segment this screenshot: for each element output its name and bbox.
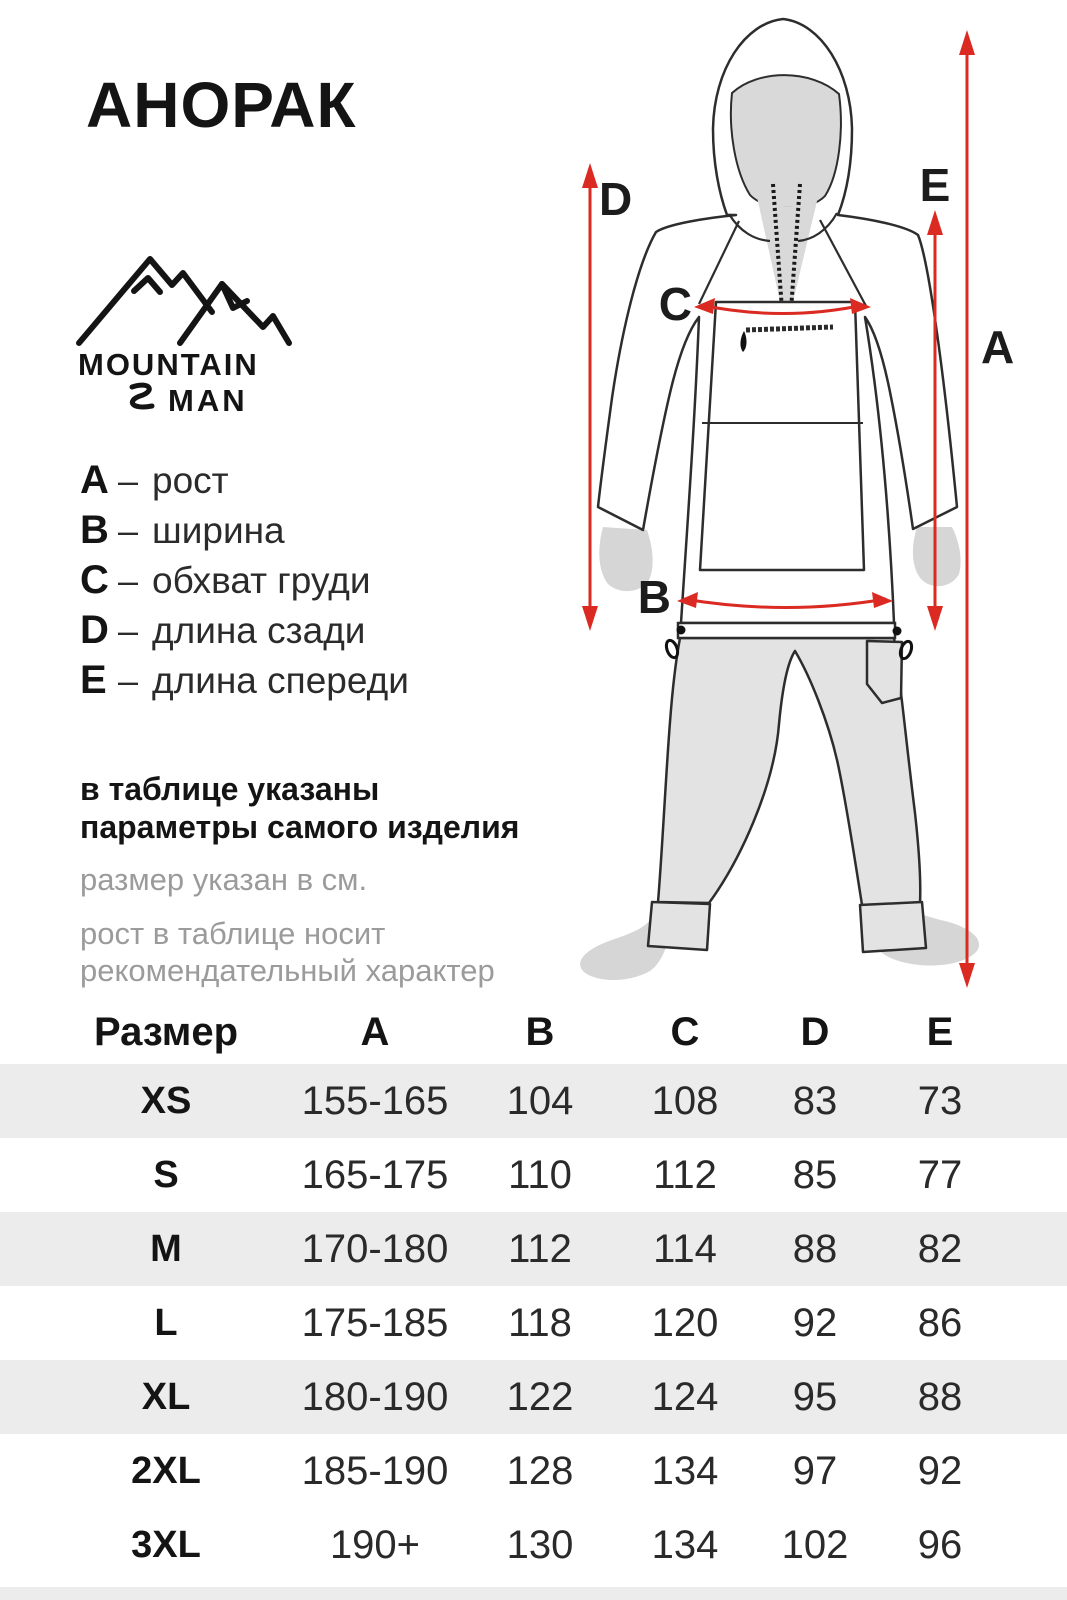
value-e: 73 — [917, 1078, 963, 1123]
table-header-row — [0, 1000, 1067, 1064]
legend-term: ширина — [152, 510, 285, 551]
value-c: 124 — [651, 1374, 719, 1419]
value-b: 130 — [506, 1522, 574, 1567]
logo-word-man: MAN — [168, 383, 248, 416]
size-label: XS — [140, 1079, 192, 1122]
value-d: 102 — [781, 1522, 849, 1567]
size-label: 2XL — [131, 1449, 201, 1492]
value-d: 88 — [792, 1226, 838, 1271]
diagram-label-e: E — [919, 159, 951, 211]
column-header-d: D — [800, 1009, 830, 1054]
value-a: 185-190 — [301, 1448, 449, 1493]
value-e: 82 — [917, 1226, 963, 1271]
value-c: 134 — [651, 1448, 719, 1493]
diagram-label-a: A — [981, 321, 1015, 373]
table-row — [0, 1064, 1067, 1138]
diagram-label-d: D — [599, 173, 633, 225]
value-a: 170-180 — [301, 1226, 449, 1271]
legend-dash: – — [118, 560, 139, 601]
table-row — [0, 1508, 1067, 1582]
size-table — [0, 1000, 1067, 1582]
table-row — [0, 1138, 1067, 1212]
size-label: M — [150, 1227, 182, 1270]
note-units: размер указан в см. — [80, 861, 368, 897]
hem-band — [678, 623, 895, 638]
column-header-size: Размер — [93, 1009, 239, 1054]
page-title: АНОРАК — [86, 69, 357, 141]
value-a: 190+ — [329, 1522, 421, 1567]
value-a: 180-190 — [301, 1374, 449, 1419]
value-e: 96 — [917, 1522, 963, 1567]
legend-letter: B — [80, 508, 109, 552]
size-label: S — [153, 1153, 179, 1196]
size-label: 3XL — [131, 1523, 201, 1566]
legend-dash: – — [118, 460, 139, 501]
legend-letter: D — [80, 608, 109, 652]
table-row — [0, 1360, 1067, 1434]
diagram-label-b: B — [637, 571, 671, 623]
legend-term: длина сзади — [152, 610, 366, 651]
value-d: 83 — [792, 1078, 838, 1123]
value-d: 95 — [792, 1374, 838, 1419]
value-c: 120 — [651, 1300, 719, 1345]
value-d: 92 — [792, 1300, 838, 1345]
value-e: 88 — [917, 1374, 963, 1419]
note-parameters: в таблице указаны параметры самого изделия — [80, 771, 520, 846]
value-d: 85 — [792, 1152, 838, 1197]
hood-face — [731, 75, 841, 208]
column-header-e: E — [926, 1009, 954, 1054]
legend-term: обхват груди — [152, 560, 371, 601]
legend-dash: – — [118, 510, 139, 551]
table-row — [0, 1286, 1067, 1360]
value-a: 175-185 — [301, 1300, 449, 1345]
value-a: 155-165 — [301, 1078, 449, 1123]
size-label: XL — [141, 1375, 191, 1418]
next-row-stripe — [0, 1587, 1067, 1600]
value-b: 110 — [508, 1152, 572, 1197]
value-b: 122 — [506, 1374, 574, 1419]
value-c: 108 — [651, 1078, 719, 1123]
pocket-zipper — [746, 327, 833, 330]
value-b: 128 — [506, 1448, 574, 1493]
legend-letter: E — [80, 658, 107, 702]
table-row — [0, 1212, 1067, 1286]
logo-word-mountain: MOUNTAIN — [78, 347, 259, 382]
note-disclaimer: рост в таблице носит рекомендательный характер — [80, 915, 495, 988]
value-c: 112 — [653, 1152, 717, 1197]
size-label: L — [154, 1301, 178, 1344]
diagram-label-c: C — [658, 278, 692, 330]
legend-term: длина спереди — [152, 660, 409, 701]
figure-pants — [648, 638, 926, 952]
legend-letter: C — [80, 558, 109, 602]
column-header-a: A — [360, 1009, 390, 1054]
legend-letter: A — [80, 458, 109, 502]
column-header-c: C — [670, 1009, 700, 1054]
value-e: 77 — [917, 1152, 963, 1197]
table-row — [0, 1434, 1067, 1508]
value-c: 114 — [653, 1226, 717, 1271]
kangaroo-pocket — [700, 302, 864, 570]
value-d: 97 — [792, 1448, 838, 1493]
value-e: 92 — [917, 1448, 963, 1493]
value-b: 112 — [508, 1226, 572, 1271]
value-b: 118 — [508, 1300, 572, 1345]
legend-term: рост — [152, 460, 229, 501]
value-c: 134 — [651, 1522, 719, 1567]
legend-dash: – — [118, 660, 139, 701]
value-a: 165-175 — [301, 1152, 449, 1197]
legend-dash: – — [118, 610, 139, 651]
value-e: 86 — [917, 1300, 963, 1345]
column-header-b: B — [525, 1009, 555, 1054]
value-b: 104 — [506, 1078, 574, 1123]
